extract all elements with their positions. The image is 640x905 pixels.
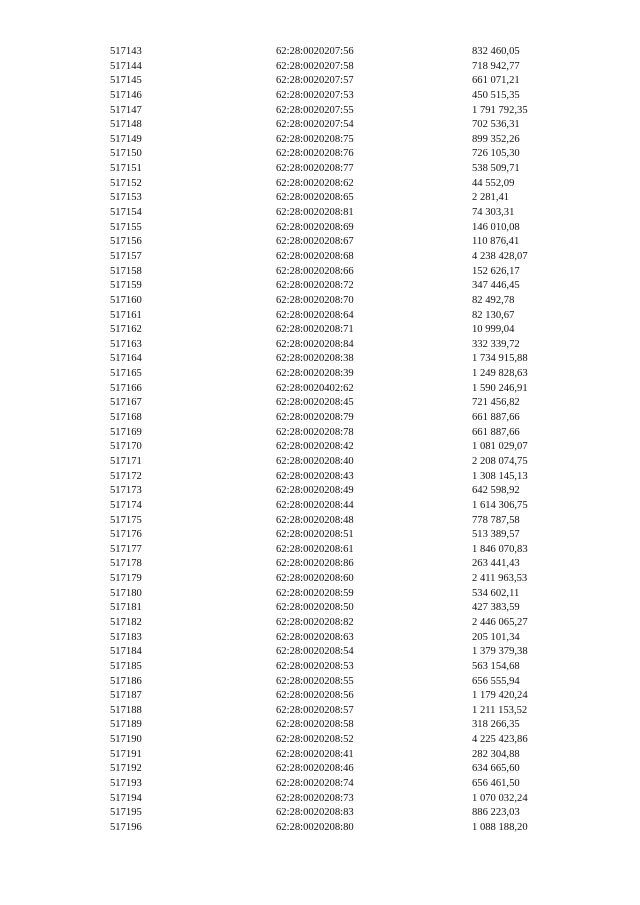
table-row bbox=[110, 60, 550, 75]
table-row bbox=[110, 133, 550, 148]
row-number: 517177 bbox=[110, 543, 142, 555]
table-row bbox=[110, 426, 550, 441]
row-number: 517178 bbox=[110, 558, 142, 570]
cadastral-value: 318 266,35 bbox=[472, 719, 520, 731]
cadastral-value: 2 411 963,53 bbox=[472, 573, 528, 585]
table-row bbox=[110, 352, 550, 367]
table-row bbox=[110, 557, 550, 572]
cadastral-value-table bbox=[110, 45, 550, 836]
cadastral-number: 62:28:0020208:51 bbox=[276, 529, 354, 541]
cadastral-value: 661 071,21 bbox=[472, 75, 520, 87]
cadastral-number: 62:28:0020208:82 bbox=[276, 616, 354, 628]
cadastral-value: 563 154,68 bbox=[472, 660, 520, 672]
cadastral-value: 1 179 420,24 bbox=[472, 690, 528, 702]
cadastral-value: 2 446 065,27 bbox=[472, 616, 528, 628]
table-row bbox=[110, 147, 550, 162]
cadastral-value: 1 734 915,88 bbox=[472, 353, 528, 365]
row-number: 517186 bbox=[110, 675, 142, 687]
row-number: 517173 bbox=[110, 485, 142, 497]
cadastral-number: 62:28:0020208:72 bbox=[276, 280, 354, 292]
cadastral-number: 62:28:0020402:62 bbox=[276, 382, 354, 394]
table-row bbox=[110, 601, 550, 616]
cadastral-number: 62:28:0020208:48 bbox=[276, 514, 354, 526]
cadastral-value: 661 887,66 bbox=[472, 426, 520, 438]
cadastral-value: 332 339,72 bbox=[472, 338, 520, 350]
cadastral-value: 4 238 428,07 bbox=[472, 250, 528, 262]
row-number: 517164 bbox=[110, 353, 142, 365]
table-row bbox=[110, 645, 550, 660]
table-row bbox=[110, 572, 550, 587]
row-number: 517154 bbox=[110, 207, 142, 219]
cadastral-value: 74 303,31 bbox=[472, 207, 515, 219]
cadastral-number: 62:28:0020208:71 bbox=[276, 324, 354, 336]
cadastral-number: 62:28:0020208:53 bbox=[276, 660, 354, 672]
cadastral-number: 62:28:0020208:50 bbox=[276, 602, 354, 614]
table-row bbox=[110, 440, 550, 455]
cadastral-value: 513 389,57 bbox=[472, 529, 520, 541]
cadastral-number: 62:28:0020208:59 bbox=[276, 587, 354, 599]
cadastral-number: 62:28:0020208:64 bbox=[276, 309, 354, 321]
row-number: 517155 bbox=[110, 221, 142, 233]
cadastral-number: 62:28:0020208:42 bbox=[276, 441, 354, 453]
cadastral-number: 62:28:0020208:56 bbox=[276, 690, 354, 702]
cadastral-value: 1 846 070,83 bbox=[472, 543, 528, 555]
row-number: 517157 bbox=[110, 250, 142, 262]
row-number: 517194 bbox=[110, 792, 142, 804]
table-row bbox=[110, 675, 550, 690]
row-number: 517191 bbox=[110, 748, 142, 760]
cadastral-number: 62:28:0020208:66 bbox=[276, 265, 354, 277]
row-number: 517171 bbox=[110, 455, 142, 467]
cadastral-value: 726 105,30 bbox=[472, 148, 520, 160]
row-number: 517161 bbox=[110, 309, 142, 321]
row-number: 517193 bbox=[110, 778, 142, 790]
cadastral-number: 62:28:0020208:62 bbox=[276, 177, 354, 189]
row-number: 517156 bbox=[110, 236, 142, 248]
cadastral-number: 62:28:0020207:54 bbox=[276, 119, 354, 131]
cadastral-value: 82 130,67 bbox=[472, 309, 515, 321]
cadastral-number: 62:28:0020208:65 bbox=[276, 192, 354, 204]
row-number: 517172 bbox=[110, 470, 142, 482]
cadastral-number: 62:28:0020208:67 bbox=[276, 236, 354, 248]
row-number: 517163 bbox=[110, 338, 142, 350]
row-number: 517168 bbox=[110, 412, 142, 424]
cadastral-value: 10 999,04 bbox=[472, 324, 515, 336]
table-row bbox=[110, 177, 550, 192]
table-row bbox=[110, 499, 550, 514]
row-number: 517187 bbox=[110, 690, 142, 702]
cadastral-value: 661 887,66 bbox=[472, 412, 520, 424]
cadastral-number: 62:28:0020208:80 bbox=[276, 821, 354, 833]
table-row bbox=[110, 733, 550, 748]
cadastral-value: 721 456,82 bbox=[472, 397, 520, 409]
table-row bbox=[110, 206, 550, 221]
row-number: 517181 bbox=[110, 602, 142, 614]
table-row bbox=[110, 411, 550, 426]
table-row bbox=[110, 235, 550, 250]
table-row bbox=[110, 616, 550, 631]
row-number: 517146 bbox=[110, 89, 142, 101]
table-row bbox=[110, 762, 550, 777]
row-number: 517162 bbox=[110, 324, 142, 336]
table-row bbox=[110, 689, 550, 704]
cadastral-number: 62:28:0020207:53 bbox=[276, 89, 354, 101]
cadastral-value: 44 552,09 bbox=[472, 177, 515, 189]
row-number: 517196 bbox=[110, 821, 142, 833]
cadastral-value: 2 208 074,75 bbox=[472, 455, 528, 467]
cadastral-number: 62:28:0020208:78 bbox=[276, 426, 354, 438]
cadastral-number: 62:28:0020208:73 bbox=[276, 792, 354, 804]
table-row bbox=[110, 323, 550, 338]
row-number: 517151 bbox=[110, 163, 142, 175]
row-number: 517166 bbox=[110, 382, 142, 394]
row-number: 517190 bbox=[110, 734, 142, 746]
table-row bbox=[110, 484, 550, 499]
cadastral-value: 1 791 792,35 bbox=[472, 104, 528, 116]
row-number: 517147 bbox=[110, 104, 142, 116]
cadastral-value: 450 515,35 bbox=[472, 89, 520, 101]
table-row bbox=[110, 104, 550, 119]
cadastral-number: 62:28:0020208:83 bbox=[276, 807, 354, 819]
row-number: 517144 bbox=[110, 60, 142, 72]
table-row bbox=[110, 162, 550, 177]
table-row bbox=[110, 543, 550, 558]
row-number: 517150 bbox=[110, 148, 142, 160]
row-number: 517169 bbox=[110, 426, 142, 438]
cadastral-value: 778 787,58 bbox=[472, 514, 520, 526]
cadastral-number: 62:28:0020208:84 bbox=[276, 338, 354, 350]
cadastral-number: 62:28:0020208:45 bbox=[276, 397, 354, 409]
table-row bbox=[110, 265, 550, 280]
cadastral-number: 62:28:0020208:57 bbox=[276, 704, 354, 716]
cadastral-value: 886 223,03 bbox=[472, 807, 520, 819]
table-row bbox=[110, 191, 550, 206]
row-number: 517174 bbox=[110, 499, 142, 511]
table-row bbox=[110, 45, 550, 60]
table-row bbox=[110, 660, 550, 675]
cadastral-number: 62:28:0020208:49 bbox=[276, 485, 354, 497]
table-row bbox=[110, 74, 550, 89]
cadastral-number: 62:28:0020208:68 bbox=[276, 250, 354, 262]
cadastral-value: 538 509,71 bbox=[472, 163, 520, 175]
cadastral-number: 62:28:0020208:46 bbox=[276, 763, 354, 775]
row-number: 517160 bbox=[110, 294, 142, 306]
table-row bbox=[110, 221, 550, 236]
cadastral-value: 634 665,60 bbox=[472, 763, 520, 775]
cadastral-value: 656 461,50 bbox=[472, 778, 520, 790]
cadastral-number: 62:28:0020208:76 bbox=[276, 148, 354, 160]
cadastral-number: 62:28:0020208:69 bbox=[276, 221, 354, 233]
cadastral-number: 62:28:0020208:79 bbox=[276, 412, 354, 424]
cadastral-number: 62:28:0020208:77 bbox=[276, 163, 354, 175]
row-number: 517152 bbox=[110, 177, 142, 189]
cadastral-number: 62:28:0020208:54 bbox=[276, 646, 354, 658]
cadastral-number: 62:28:0020208:55 bbox=[276, 675, 354, 687]
row-number: 517159 bbox=[110, 280, 142, 292]
cadastral-value: 82 492,78 bbox=[472, 294, 515, 306]
cadastral-number: 62:28:0020208:81 bbox=[276, 207, 354, 219]
row-number: 517165 bbox=[110, 368, 142, 380]
table-row bbox=[110, 777, 550, 792]
cadastral-value: 205 101,34 bbox=[472, 631, 520, 643]
cadastral-value: 702 536,31 bbox=[472, 119, 520, 131]
cadastral-number: 62:28:0020208:86 bbox=[276, 558, 354, 570]
cadastral-value: 1 590 246,91 bbox=[472, 382, 528, 394]
row-number: 517185 bbox=[110, 660, 142, 672]
table-row bbox=[110, 470, 550, 485]
table-row bbox=[110, 294, 550, 309]
cadastral-value: 4 225 423,86 bbox=[472, 734, 528, 746]
cadastral-number: 62:28:0020208:43 bbox=[276, 470, 354, 482]
cadastral-number: 62:28:0020208:74 bbox=[276, 778, 354, 790]
row-number: 517148 bbox=[110, 119, 142, 131]
cadastral-value: 832 460,05 bbox=[472, 46, 520, 57]
table-row bbox=[110, 528, 550, 543]
table-row bbox=[110, 748, 550, 763]
cadastral-value: 642 598,92 bbox=[472, 485, 520, 497]
cadastral-value: 1 070 032,24 bbox=[472, 792, 528, 804]
table-row bbox=[110, 631, 550, 646]
cadastral-number: 62:28:0020208:60 bbox=[276, 573, 354, 585]
row-number: 517143 bbox=[110, 46, 142, 57]
cadastral-number: 62:28:0020207:58 bbox=[276, 60, 354, 72]
table-row bbox=[110, 367, 550, 382]
cadastral-number: 62:28:0020208:58 bbox=[276, 719, 354, 731]
cadastral-value: 1 249 828,63 bbox=[472, 368, 528, 380]
cadastral-value: 656 555,94 bbox=[472, 675, 520, 687]
row-number: 517179 bbox=[110, 573, 142, 585]
row-number: 517195 bbox=[110, 807, 142, 819]
cadastral-number: 62:28:0020208:38 bbox=[276, 353, 354, 365]
cadastral-value: 1 211 153,52 bbox=[472, 704, 528, 716]
row-number: 517180 bbox=[110, 587, 142, 599]
cadastral-number: 62:28:0020208:70 bbox=[276, 294, 354, 306]
cadastral-number: 62:28:0020208:44 bbox=[276, 499, 354, 511]
cadastral-value: 1 308 145,13 bbox=[472, 470, 528, 482]
table-row bbox=[110, 309, 550, 324]
row-number: 517188 bbox=[110, 704, 142, 716]
cadastral-value: 427 383,59 bbox=[472, 602, 520, 614]
cadastral-number: 62:28:0020208:52 bbox=[276, 734, 354, 746]
cadastral-value: 347 446,45 bbox=[472, 280, 520, 292]
cadastral-value: 1 379 379,38 bbox=[472, 646, 528, 658]
table-row bbox=[110, 279, 550, 294]
table-row bbox=[110, 396, 550, 411]
cadastral-number: 62:28:0020207:56 bbox=[276, 46, 354, 57]
cadastral-value: 899 352,26 bbox=[472, 133, 520, 145]
row-number: 517175 bbox=[110, 514, 142, 526]
row-number: 517182 bbox=[110, 616, 142, 628]
table-row bbox=[110, 338, 550, 353]
row-number: 517192 bbox=[110, 763, 142, 775]
row-number: 517176 bbox=[110, 529, 142, 541]
table-row bbox=[110, 704, 550, 719]
cadastral-value: 263 441,43 bbox=[472, 558, 520, 570]
cadastral-value: 1 081 029,07 bbox=[472, 441, 528, 453]
row-number: 517153 bbox=[110, 192, 142, 204]
table-row bbox=[110, 514, 550, 529]
row-number: 517158 bbox=[110, 265, 142, 277]
cadastral-value: 110 876,41 bbox=[472, 236, 520, 248]
row-number: 517189 bbox=[110, 719, 142, 731]
cadastral-value: 2 281,41 bbox=[472, 192, 510, 204]
table-row bbox=[110, 118, 550, 133]
row-number: 517149 bbox=[110, 133, 142, 145]
table-row bbox=[110, 792, 550, 807]
table-row bbox=[110, 382, 550, 397]
table-row bbox=[110, 806, 550, 821]
row-number: 517183 bbox=[110, 631, 142, 643]
row-number: 517170 bbox=[110, 441, 142, 453]
row-number: 517184 bbox=[110, 646, 142, 658]
cadastral-number: 62:28:0020208:41 bbox=[276, 748, 354, 760]
table-row bbox=[110, 455, 550, 470]
cadastral-number: 62:28:0020208:63 bbox=[276, 631, 354, 643]
cadastral-number: 62:28:0020208:40 bbox=[276, 455, 354, 467]
cadastral-number: 62:28:0020208:39 bbox=[276, 368, 354, 380]
row-number: 517145 bbox=[110, 75, 142, 87]
cadastral-number: 62:28:0020208:75 bbox=[276, 133, 354, 145]
cadastral-value: 1 088 188,20 bbox=[472, 821, 528, 833]
cadastral-number: 62:28:0020207:55 bbox=[276, 104, 354, 116]
table-row bbox=[110, 821, 550, 836]
table-row bbox=[110, 587, 550, 602]
cadastral-number: 62:28:0020208:61 bbox=[276, 543, 354, 555]
cadastral-value: 718 942,77 bbox=[472, 60, 520, 72]
cadastral-value: 534 602,11 bbox=[472, 587, 520, 599]
cadastral-number: 62:28:0020207:57 bbox=[276, 75, 354, 87]
table-row bbox=[110, 250, 550, 265]
table-row bbox=[110, 718, 550, 733]
row-number: 517167 bbox=[110, 397, 142, 409]
cadastral-value: 282 304,88 bbox=[472, 748, 520, 760]
table-row bbox=[110, 89, 550, 104]
cadastral-value: 152 626,17 bbox=[472, 265, 520, 277]
cadastral-value: 1 614 306,75 bbox=[472, 499, 528, 511]
cadastral-value: 146 010,08 bbox=[472, 221, 520, 233]
